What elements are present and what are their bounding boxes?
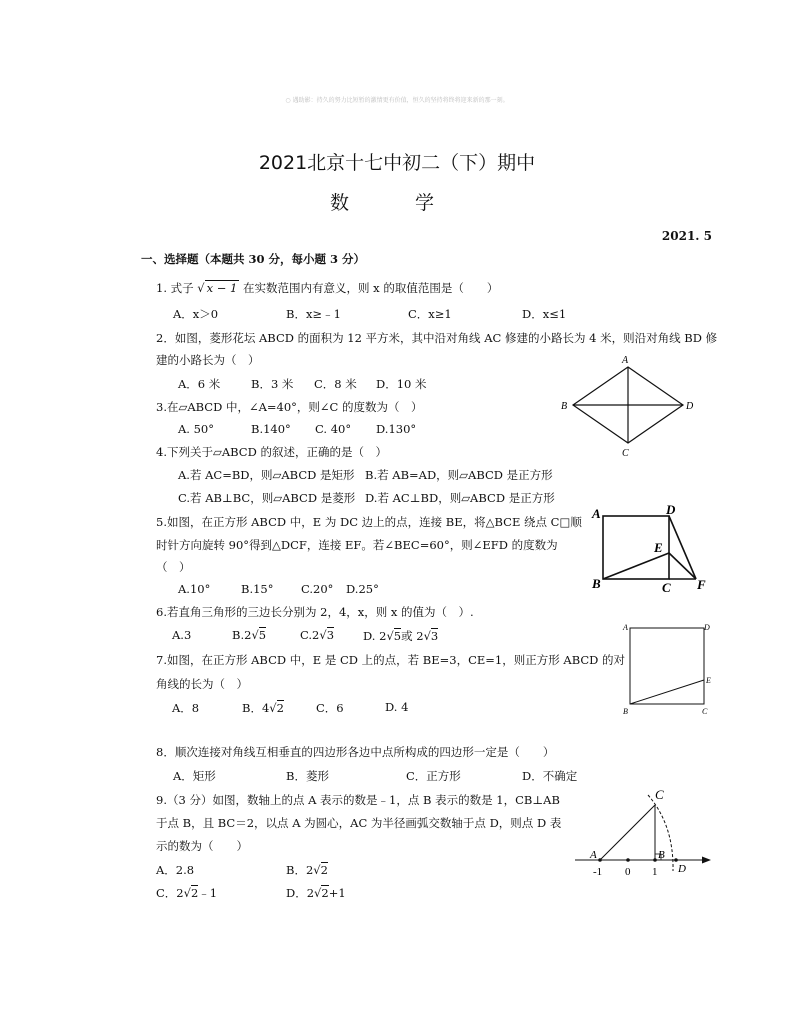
question-8: 8．顺次连接对角线互相垂直的四边形各边中点所构成的四边形一定是（ ） (156, 745, 555, 759)
segment-ac (600, 805, 655, 860)
number-line-figure (570, 785, 715, 885)
q1-option-d[interactable]: D．x≤1 (522, 307, 567, 321)
nl-label-b: B (658, 849, 665, 861)
square-rotation-figure (588, 500, 718, 600)
sq2-label-c: C (702, 707, 708, 716)
sq1-label-d: D (666, 502, 676, 517)
q9-c-post: ﹣1 (198, 886, 218, 900)
q8-option-d[interactable]: D．不确定 (522, 769, 578, 783)
q7-option-b[interactable] (242, 700, 284, 716)
q9-d-post: +1 (328, 886, 346, 900)
sqrt-x-minus-1: √ x − 1 (197, 281, 238, 295)
q9-option-d[interactable] (286, 885, 346, 901)
q2-option-c[interactable]: C．8 米 (314, 377, 357, 391)
q3-option-b[interactable]: B.140° (251, 422, 291, 436)
sq1-label-a: A (592, 506, 601, 521)
question-7-line2: 角线的长为（ ） (156, 677, 248, 691)
rhombus-label-b: B (561, 401, 568, 412)
square-abcd-2 (630, 628, 704, 704)
q8-option-c[interactable]: C．正方形 (406, 769, 461, 783)
q6-option-a[interactable]: A.3 (172, 628, 192, 642)
sq1-label-b: B (592, 576, 601, 591)
q7-option-d[interactable]: D. 4 (385, 700, 409, 714)
q5-option-c[interactable]: C.20° (301, 582, 334, 596)
question-4: 4.下列关于▱ABCD 的叙述，正确的是（ ） (156, 445, 387, 459)
q9-option-a[interactable]: A．2.8 (156, 863, 195, 877)
rhombus-figure (555, 352, 705, 462)
q6-d-rad2: 3 (430, 629, 439, 643)
question-5-line3: （ ） (156, 560, 191, 574)
watermark: ○ 遇助影：持久的努力比短暂的激情更有价值，恒久的坚持将终将迎来新的那一刻。 (285, 97, 509, 104)
q6-c-pre: C.2 (300, 628, 320, 642)
q1-post: 在实数范围内有意义，则 x 的取值范围是（ ） (243, 281, 499, 295)
q9-option-b[interactable] (286, 862, 328, 878)
q9-option-c[interactable] (156, 885, 217, 901)
question-9-line3: 示的数为（ ） (156, 839, 248, 853)
q3-option-d[interactable]: D.130° (376, 422, 417, 436)
q7-option-c[interactable]: C．6 (316, 701, 344, 715)
q2-option-b[interactable]: B．3 米 (251, 377, 294, 391)
q6-option-b[interactable] (232, 628, 266, 642)
q7-b-pre: B．4 (242, 701, 270, 715)
q8-option-b[interactable]: B．菱形 (286, 769, 329, 783)
q9-d-rad: 2 (321, 886, 329, 900)
nl-label-a: A (590, 849, 597, 861)
question-1 (156, 280, 498, 296)
sqrt-icon: √ (386, 629, 394, 643)
q7-b-rad: 2 (276, 701, 284, 715)
q3-option-a[interactable]: A. 50° (178, 422, 214, 436)
segment-df (669, 516, 696, 579)
q6-option-c[interactable] (300, 628, 334, 642)
q3-option-c[interactable]: C. 40° (315, 422, 352, 436)
section-heading: 一、选择题（本题共 30 分，每小题 3 分） (141, 252, 366, 266)
axis-arrow-icon (702, 857, 711, 864)
q5-option-d[interactable]: D.25° (346, 582, 379, 596)
q6-c-rad: 3 (326, 628, 335, 642)
question-2-line2: 建的小路长为（ ） (156, 353, 260, 367)
q5-option-b[interactable]: B.15° (241, 582, 274, 596)
question-5-line2: 时针方向旋转 90°得到△DCF，连接 EF。若∠BEC=60°，则∠EFD 的度数为 (156, 538, 558, 552)
sq2-label-d: D (704, 623, 710, 632)
q9-b-pre: B．2 (286, 863, 314, 877)
tick-label-neg1: -1 (593, 866, 603, 878)
q9-c-pre: C．2 (156, 886, 184, 900)
sq2-label-b: B (623, 707, 628, 716)
q2-option-d[interactable]: D．10 米 (376, 377, 427, 391)
sq1-label-f: F (697, 577, 706, 592)
q5-option-a[interactable]: A.10° (178, 582, 211, 596)
sq2-label-a: A (623, 623, 628, 632)
q6-d-rad1: 5 (393, 629, 402, 643)
q6-b-rad: 5 (258, 628, 267, 642)
q6-option-d[interactable] (363, 628, 438, 644)
rhombus-label-a: A (622, 355, 629, 366)
tick-label-0: 0 (625, 866, 631, 878)
sq2-label-e: E (706, 676, 711, 685)
q8-option-a[interactable]: A．矩形 (173, 769, 216, 783)
exam-date: 2021. 5 (661, 229, 712, 243)
question-5-line1: 5.如图，在正方形 ABCD 中，E 为 DC 边上的点，连接 BE，将△BCE 绕点 C□顺 (156, 515, 582, 529)
q4-option-c[interactable]: C.若 AB⊥BC，则▱ABCD 是菱形 (178, 491, 356, 505)
question-6: 6.若直角三角形的三边长分别为 2，4，x，则 x 的值为（ ）. (156, 605, 474, 619)
q7-option-a[interactable]: A．8 (172, 701, 200, 715)
sqrt-icon: √ (423, 629, 431, 643)
sqrt-icon: √ (251, 628, 259, 642)
sqrt-icon: √ (269, 701, 277, 715)
q4-option-b[interactable]: B.若 AB=AD，则▱ABCD 是正方形 (365, 468, 553, 482)
nl-label-d: D (678, 863, 686, 875)
q1-radicand: x − 1 (206, 281, 238, 295)
question-9-line2: 于点 B，且 BC＝2，以点 A 为圆心，AC 为半径画弧交数轴于点 D，则点 D 表 (156, 816, 562, 830)
sqrt-icon: √ (314, 886, 322, 900)
q4-option-d[interactable]: D.若 AC⊥BD，则▱ABCD 是正方形 (365, 491, 555, 505)
segment-be (603, 553, 669, 579)
q1-option-b[interactable]: B．x≥﹣1 (286, 307, 341, 321)
segment-ef (669, 553, 696, 579)
segment-be-2 (630, 680, 704, 704)
rhombus-label-d: D (686, 401, 694, 412)
q9-c-rad: 2 (190, 886, 199, 900)
q9-b-rad: 2 (320, 863, 328, 877)
q2-option-a[interactable]: A．6 米 (178, 377, 221, 391)
question-3: 3.在▱ABCD 中，∠A=40°，则∠C 的度数为（ ） (156, 400, 423, 414)
q1-option-c[interactable]: C．x≥1 (408, 307, 452, 321)
q4-option-a[interactable]: A.若 AC=BD，则▱ABCD 是矩形 (178, 468, 355, 482)
sqrt-icon: √ (313, 863, 321, 877)
tick-neg1 (598, 858, 602, 862)
sq1-label-c: C (662, 580, 671, 595)
q6-d-mid: 或 2 (401, 629, 424, 643)
square-ce-figure (615, 618, 720, 720)
sq1-label-e: E (654, 540, 663, 555)
q1-option-a[interactable]: A．x＞0 (173, 307, 219, 321)
tick-0 (626, 858, 630, 862)
q1-pre: 1. 式子 (156, 281, 194, 295)
sqrt-icon: √ (319, 628, 327, 642)
question-7-line1: 7.如图，在正方形 ABCD 中，E 是 CD 上的点，若 BE=3，CE=1，则正方形 ABCD 的对 (156, 653, 626, 667)
nl-label-c: C (655, 787, 664, 802)
exam-subject: 数 学 (329, 192, 465, 214)
tick-label-1: 1 (652, 866, 658, 878)
q9-d-pre: D．2 (286, 886, 315, 900)
rhombus-label-c: C (622, 448, 629, 459)
exam-title: 2021北京十七中初二（下）期中 (258, 152, 536, 174)
point-d (674, 858, 678, 862)
sqrt-icon: √ (183, 886, 191, 900)
q6-b-pre: B.2 (232, 628, 252, 642)
tick-1 (653, 858, 657, 862)
q6-d-pre: D. 2 (363, 629, 387, 643)
question-9-line1: 9.（3 分）如图，数轴上的点 A 表示的数是﹣1，点 B 表示的数是 1，CB⊥AB (156, 793, 560, 807)
question-2-line1: 2．如图，菱形花坛 ABCD 的面积为 12 平方米，其中沿对角线 AC 修建的小路长为 4 米，则沿对角线 BD 修 (156, 331, 718, 345)
